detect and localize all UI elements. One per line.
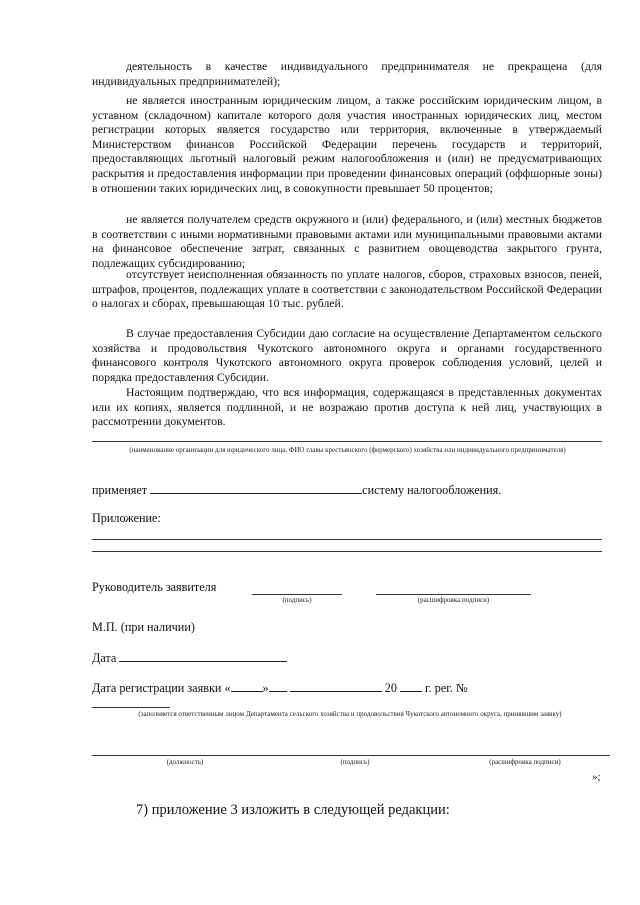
head-signature-line[interactable] (252, 594, 342, 595)
org-name-caption: (наименование организации для юридического лица, ФИО главы крестьянского (фермерского) хозяйства или индивидуального предпринимателя) (129, 446, 566, 454)
paragraph-tax-obligations: отсутствует неисполненная обязанность по уплате налогов, сборов, страховых взносов, пеней, штрафов, процентов, подлежащих уплате в соответствии с законодательством Российской Федерации о налогах и сборах, превышающая 10 тыс. рублей. (92, 268, 602, 311)
registration-month-short-field[interactable] (269, 680, 287, 692)
registration-caption: (заполняется ответственным лицом Департамента сельского хозяйства и продовольствия Чукотского автономного округа, принявшим заявку) (138, 710, 562, 718)
official-decoding-caption: (расшифровка подписи) (489, 758, 561, 766)
date-label: Дата (92, 651, 117, 665)
official-signature-line[interactable] (92, 755, 610, 756)
attachment-line-1[interactable] (92, 539, 602, 540)
head-label: Руководитель заявителя (92, 580, 217, 594)
org-name-line[interactable] (92, 441, 602, 442)
head-decoding-caption: (расшифровка подписи) (417, 596, 490, 604)
tax-system-row (92, 482, 501, 498)
paragraph-confirmation: Настоящим подтверждаю, что вся информация, содержащаяся в представленных документах или их копиях, является подлинной, и не возражаю против доступа к ней лиц, участвующих в рассмотрении документов. (92, 386, 602, 429)
closing-mark: »; (592, 771, 601, 783)
tax-system-field[interactable] (150, 482, 362, 494)
position-caption: (должность) (166, 758, 204, 766)
head-decoding-line[interactable] (376, 594, 531, 595)
paragraph-consent: В случае предоставления Субсидии даю согласие на осуществление Департаментом сельского хозяйства и продовольствия Чукотского автономного округа и органами государственного финансового контроля Чукотского автономного округа проверок соблюдения условий, целей и порядка предоставления Субсидии. (92, 327, 602, 384)
registration-quote-close: » (262, 681, 269, 695)
stamp-label: М.П. (при наличии) (92, 620, 195, 634)
head-signature-caption: (подпись) (282, 596, 312, 604)
attachment-line-2[interactable] (92, 551, 602, 552)
registration-year-prefix: 20 (384, 681, 397, 695)
registration-row (92, 680, 468, 696)
date-field[interactable] (119, 650, 287, 662)
date-row (92, 650, 287, 666)
official-signature-caption: (подпись) (340, 758, 370, 766)
registration-year-suffix: г. (425, 681, 432, 695)
paragraph-foreign-entity: не является иностранным юридическим лицом, а также российским юридическим лицом, в уставном (складочном) капитале которого доля участия иностранных юридических лиц, местом регистрации которых является государство или территория, включенные в утверждаемый Министерством финансов Российской Федерации перечень государств и территорий, предоставляющих льготный налоговый режим налогообложения и (или) не предусматривающих раскрытия и предоставления информации при проведении финансовых операций (оффшорные зоны) в отношении таких юридических лиц, в совокупности превышает 50 процентов; (92, 94, 602, 195)
registration-prefix: Дата регистрации заявки « (92, 681, 231, 695)
amendment-text: 7) приложение 3 изложить в следующей редакции: (136, 802, 450, 818)
attachment-label: Приложение: (92, 511, 161, 525)
registration-year-field[interactable] (400, 680, 422, 692)
paragraph-entrepreneur-status: деятельность в качестве индивидуального предпринимателя не прекращена (для индивидуальных предпринимателей); (92, 60, 602, 88)
registration-month-field[interactable] (290, 680, 382, 692)
registration-day-field[interactable] (231, 680, 263, 692)
tax-system-suffix: систему налогообложения. (362, 483, 502, 497)
registration-short-line (92, 707, 170, 708)
tax-system-prefix: применяет (92, 483, 148, 497)
paragraph-budget-recipient: не является получателем средств окружного и (или) федерального, и (или) местных бюджетов в соответствии с иными нормативными правовыми актами или муниципальными правовыми актами на финансовое обеспечение затрат, связанных с развитием овощеводства закрытого грунта, подлежащих субсидированию; (92, 213, 602, 270)
registration-number-label: рег. № (434, 681, 468, 695)
